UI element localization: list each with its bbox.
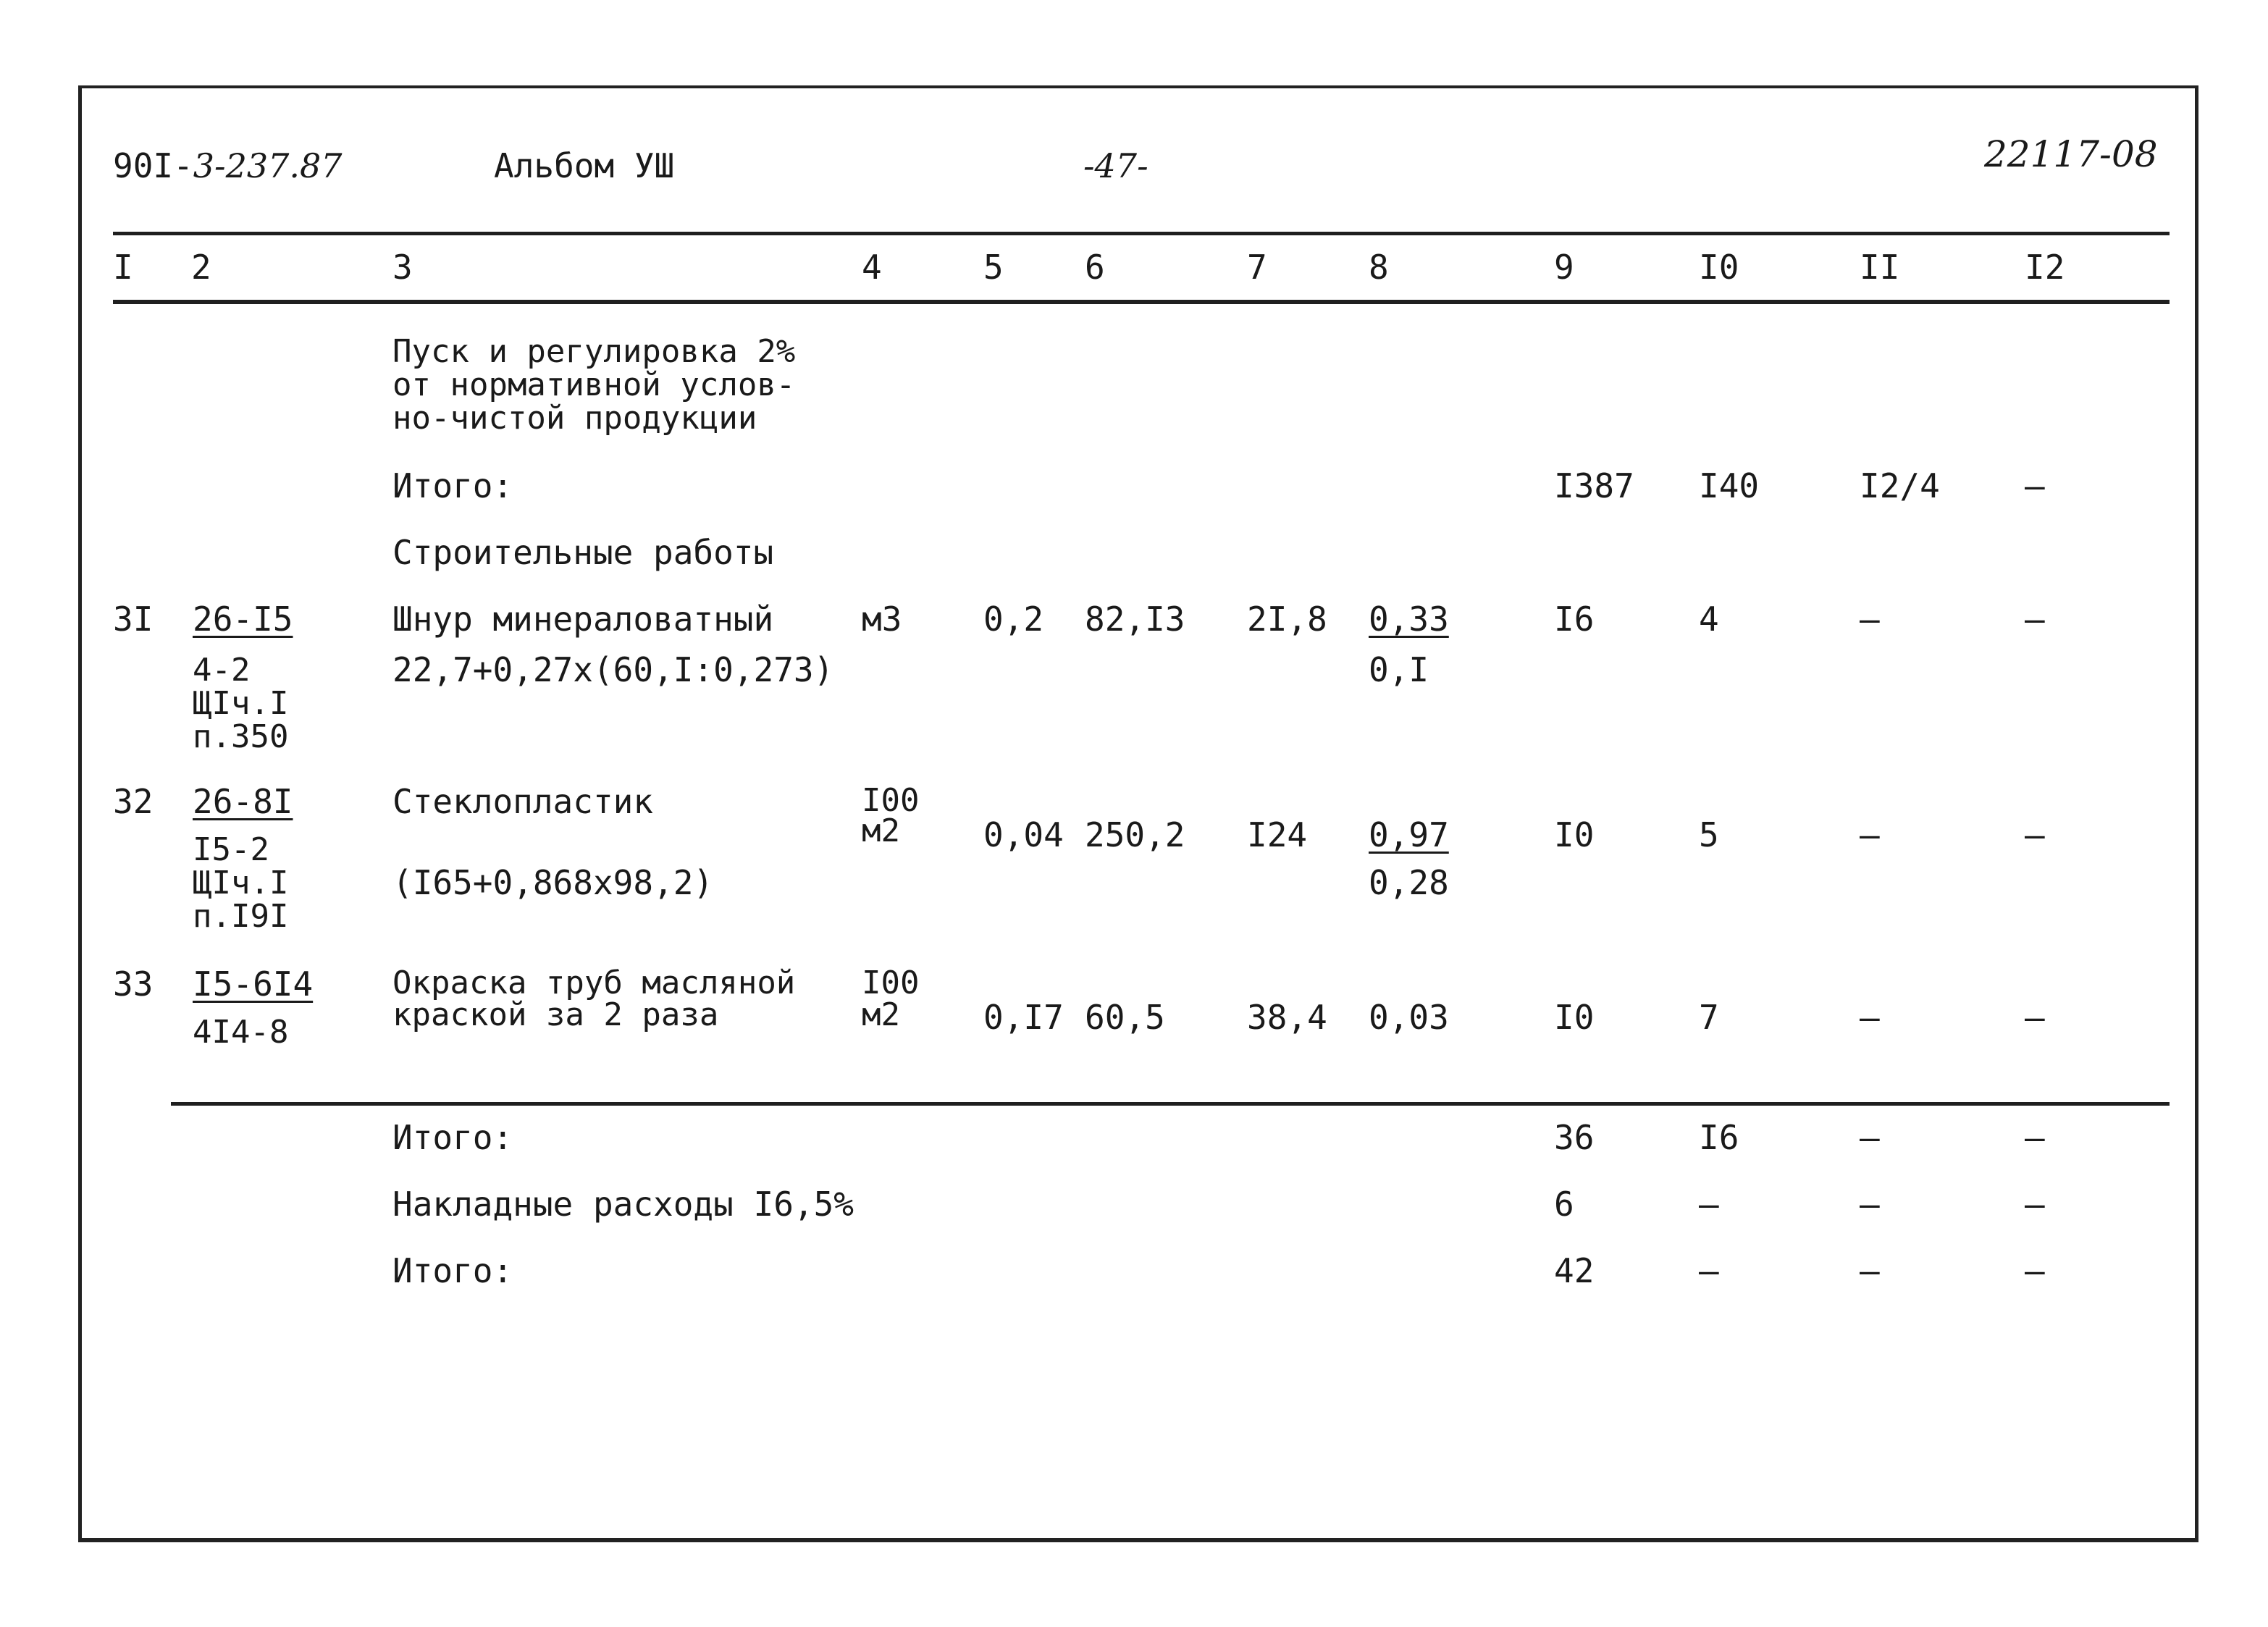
col-header-10: I0: [1699, 248, 1739, 287]
item33-number: 33: [113, 964, 154, 1004]
total2-col9: 42: [1554, 1251, 1595, 1290]
item32-unit-2: м2: [862, 812, 900, 849]
item32-code: 26-8I: [193, 782, 293, 821]
overhead-col9: 6: [1554, 1185, 1574, 1224]
item31-col9: I6: [1554, 600, 1595, 639]
total1-col12: –: [2025, 1118, 2045, 1157]
item31-col11: –: [1860, 600, 1880, 639]
overhead-col10: –: [1699, 1185, 1719, 1224]
item32-col5: 0,04: [983, 815, 1064, 854]
item33-col7: 38,4: [1247, 998, 1327, 1037]
item32-col6: 250,2: [1085, 815, 1185, 854]
item31-col7: 2I,8: [1247, 600, 1327, 639]
item32-col10: 5: [1699, 815, 1719, 854]
col-header-11: II: [1860, 248, 1900, 287]
overhead-col11: –: [1860, 1185, 1880, 1224]
total2-col12: –: [2025, 1251, 2045, 1290]
subtotal-col10: I40: [1699, 466, 1760, 505]
item33-col6: 60,5: [1085, 998, 1165, 1037]
item31-formula: 22,7+0,27x(60,I:0,273): [392, 650, 834, 689]
total1-col10: I6: [1699, 1118, 1739, 1157]
item31-col6: 82,I3: [1085, 600, 1185, 639]
col-header-5: 5: [983, 248, 1004, 287]
item32-ref-2: ЩIч.I: [193, 865, 289, 901]
total1-col11: –: [1860, 1118, 1880, 1157]
subtotal-col11: I2/4: [1860, 466, 1940, 505]
item31-col12: –: [2025, 600, 2045, 639]
stamp-number: 22117-08: [1984, 133, 2158, 175]
item32-col8-top: 0,97: [1369, 815, 1449, 854]
item32-number: 32: [113, 782, 154, 821]
page-number: -47-: [1083, 146, 1148, 185]
item31-code: 26-I5: [193, 600, 293, 639]
item32-col11: –: [1860, 815, 1880, 854]
col-header-2: 2: [191, 248, 211, 287]
item32-col7: I24: [1247, 815, 1308, 854]
item33-col10: 7: [1699, 998, 1719, 1037]
item33-name-2: краской за 2 раза: [392, 996, 719, 1033]
col-header-8: 8: [1369, 248, 1389, 287]
col-header-3: 3: [392, 248, 413, 287]
album-label: Альбом УШ: [494, 146, 675, 185]
item32-col12: –: [2025, 815, 2045, 854]
col-header-9: 9: [1554, 248, 1574, 287]
section-heading: Строительные работы: [392, 533, 774, 572]
item32-ref-1: I5-2: [193, 831, 269, 868]
item33-col12: –: [2025, 998, 2045, 1037]
item32-formula: (I65+0,868x98,2): [392, 863, 714, 902]
startup-line-2: от нормативной услов-: [392, 366, 796, 403]
item31-unit: м3: [862, 600, 902, 639]
item32-unit-1: I00: [862, 782, 920, 819]
item33-unit-2: м2: [862, 996, 900, 1033]
item31-ref-3: п.350: [193, 718, 289, 755]
subtotal-col9: I387: [1554, 466, 1634, 505]
overhead-col12: –: [2025, 1185, 2045, 1224]
col-header-12: I2: [2025, 248, 2065, 287]
total1-label: Итого:: [392, 1118, 513, 1157]
startup-line-1: Пуск и регулировка 2%: [392, 333, 796, 370]
item32-col8-bottom: 0,28: [1369, 863, 1449, 902]
total-rule: [171, 1102, 2170, 1106]
item33-code: I5-6I4: [193, 964, 314, 1004]
item33-name-1: Окраска труб масляной: [392, 964, 796, 1001]
item31-number: 3I: [113, 600, 154, 639]
total2-label: Итого:: [392, 1251, 513, 1290]
total2-col10: –: [1699, 1251, 1719, 1290]
item33-ref-1: 4I4-8: [193, 1014, 289, 1051]
doc-code: 90I-3-237.87: [113, 146, 343, 185]
col-header-7: 7: [1247, 248, 1267, 287]
startup-line-3: но-чистой продукции: [392, 400, 757, 437]
overhead-label: Накладные расходы I6,5%: [392, 1185, 854, 1224]
item31-col8-top: 0,33: [1369, 600, 1449, 639]
item33-col5: 0,I7: [983, 998, 1064, 1037]
col-header-1: I: [113, 248, 133, 287]
subtotal-label: Итого:: [392, 466, 513, 505]
item32-name: Стеклопластик: [392, 782, 654, 821]
item31-col5: 0,2: [983, 600, 1044, 639]
item31-ref-2: ЩIч.I: [193, 685, 289, 722]
header-rule-bottom: [113, 300, 2170, 304]
header-rule-top: [113, 232, 2170, 235]
item31-name: Шнур минераловатный: [392, 600, 774, 639]
col-header-4: 4: [862, 248, 882, 287]
item32-ref-3: п.I9I: [193, 898, 289, 935]
total2-col11: –: [1860, 1251, 1880, 1290]
subtotal-col12: –: [2025, 466, 2045, 505]
item33-col8: 0,03: [1369, 998, 1449, 1037]
total1-col9: 36: [1554, 1118, 1595, 1157]
item31-col8-bottom: 0,I: [1369, 650, 1429, 689]
item33-col9: I0: [1554, 998, 1595, 1037]
item33-col11: –: [1860, 998, 1880, 1037]
col-header-6: 6: [1085, 248, 1105, 287]
item33-unit-1: I00: [862, 964, 920, 1001]
item31-ref-1: 4-2: [193, 652, 251, 689]
item32-col9: I0: [1554, 815, 1595, 854]
item31-col10: 4: [1699, 600, 1719, 639]
